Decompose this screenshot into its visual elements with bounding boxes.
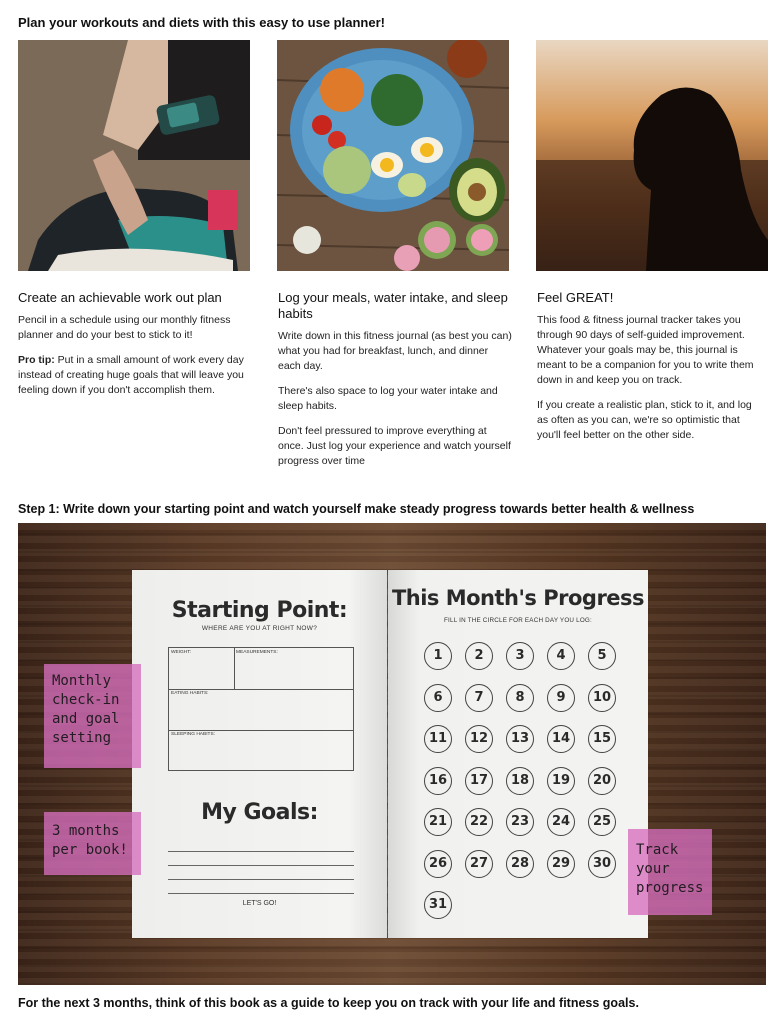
day-circle: 28 bbox=[506, 850, 534, 878]
day-circle: 24 bbox=[547, 808, 575, 836]
meal-para-3: Don't feel pressured to improve everything at once. Just log your experience and watch yourself progress over time bbox=[278, 425, 511, 467]
day-circle: 25 bbox=[588, 808, 616, 836]
goal-line bbox=[168, 851, 354, 852]
monthly-progress-subtitle: FILL IN THE CIRCLE FOR EACH DAY YOU LOG: bbox=[444, 617, 592, 624]
monthly-progress-title: This Month's Progress bbox=[391, 586, 645, 610]
eating-cell bbox=[169, 689, 353, 731]
starting-point-subtitle: WHERE ARE YOU AT RIGHT NOW? bbox=[201, 625, 318, 632]
day-circle: 11 bbox=[424, 725, 452, 753]
day-circle: 13 bbox=[506, 725, 534, 753]
book-preview bbox=[18, 523, 766, 985]
day-circle: 21 bbox=[424, 808, 452, 836]
note-monthly-checkin: Monthly check-in and goal setting bbox=[44, 664, 141, 768]
meal-para-1: Write down in this fitness journal (as best you can) what you had for breakfast, lunch, and dinner each day. bbox=[278, 330, 512, 372]
goal-line bbox=[168, 879, 354, 880]
day-circle: 17 bbox=[465, 767, 493, 795]
day-circle: 12 bbox=[465, 725, 493, 753]
day-circle: 30 bbox=[588, 850, 616, 878]
workout-para: Pencil in a schedule using our monthly fitness planner and do your best to stick to it! bbox=[18, 314, 231, 341]
day-circle: 16 bbox=[424, 767, 452, 795]
meal-photo bbox=[277, 40, 509, 271]
day-circle: 27 bbox=[465, 850, 493, 878]
sunset-photo bbox=[536, 40, 768, 271]
day-circle: 4 bbox=[547, 642, 575, 670]
pro-tip-label: Pro tip: bbox=[18, 354, 55, 366]
day-circle: 31 bbox=[424, 891, 452, 919]
workout-photo bbox=[18, 40, 250, 271]
note-three-months: 3 months per book! bbox=[44, 812, 141, 875]
lets-go-label: LET'S GO! bbox=[242, 900, 277, 907]
day-circle: 15 bbox=[588, 725, 616, 753]
goal-line bbox=[168, 893, 354, 894]
goal-line bbox=[168, 865, 354, 866]
day-circle: 10 bbox=[588, 684, 616, 712]
weight-label: WEIGHT: bbox=[171, 650, 191, 655]
day-circle: 18 bbox=[506, 767, 534, 795]
meal-column bbox=[278, 290, 513, 479]
day-circle: 23 bbox=[506, 808, 534, 836]
day-circle: 5 bbox=[588, 642, 616, 670]
workout-title: Create an achievable work out plan bbox=[18, 290, 222, 305]
note-track-progress: Track your progress bbox=[628, 829, 712, 915]
measurements-label: MEASUREMENTS: bbox=[236, 650, 278, 655]
pro-tip bbox=[18, 353, 253, 398]
day-circle: 20 bbox=[588, 767, 616, 795]
day-circle: 6 bbox=[424, 684, 452, 712]
feel-para-1: This food & fitness journal tracker takes you through 90 days of self-guided improvement. Whatever your goals may be, this journal is meant to be a companion for you to write them down in and keep you on track. bbox=[537, 314, 754, 386]
day-circle: 19 bbox=[547, 767, 575, 795]
day-circle: 3 bbox=[506, 642, 534, 670]
sleeping-cell bbox=[169, 730, 353, 770]
step-heading: Step 1: Write down your starting point and watch yourself make steady progress towards better health & wellness bbox=[18, 502, 695, 516]
monthly-progress-page bbox=[388, 570, 648, 938]
measurements-cell bbox=[234, 648, 353, 690]
starting-point-page bbox=[132, 570, 387, 938]
weight-cell bbox=[169, 648, 235, 690]
day-circle: 7 bbox=[465, 684, 493, 712]
day-circle: 2 bbox=[465, 642, 493, 670]
meal-para-2: There's also space to log your water intake and sleep habits. bbox=[278, 385, 498, 412]
day-circle: 9 bbox=[547, 684, 575, 712]
feel-title: Feel GREAT! bbox=[537, 290, 614, 305]
my-goals-title: My Goals: bbox=[201, 800, 318, 825]
feel-column bbox=[537, 290, 765, 453]
feel-para-2: If you create a realistic plan, stick to it, and log as often as you can, we're so optimistic that you'll feel better on the other side. bbox=[537, 399, 752, 441]
day-circle: 29 bbox=[547, 850, 575, 878]
day-circle: 1 bbox=[424, 642, 452, 670]
day-circle: 14 bbox=[547, 725, 575, 753]
day-circle: 22 bbox=[465, 808, 493, 836]
starting-point-title: Starting Point: bbox=[171, 598, 348, 623]
sleeping-label: SLEEPING HABITS: bbox=[171, 732, 215, 737]
meal-title: Log your meals, water intake, and sleep habits bbox=[278, 290, 508, 321]
starting-point-grid bbox=[168, 647, 354, 771]
day-circle: 26 bbox=[424, 850, 452, 878]
pro-tip-text: Put in a small amount of work every day instead of creating huge goals that will leave you feeling down if you don't accomplish them. bbox=[18, 354, 244, 396]
footer-text: For the next 3 months, think of this book as a guide to keep you on track with your life and fitness goals. bbox=[18, 996, 639, 1010]
day-circle: 8 bbox=[506, 684, 534, 712]
eating-label: EATING HABITS: bbox=[171, 691, 209, 696]
workout-column bbox=[18, 290, 253, 408]
top-heading: Plan your workouts and diets with this easy to use planner! bbox=[18, 15, 385, 30]
